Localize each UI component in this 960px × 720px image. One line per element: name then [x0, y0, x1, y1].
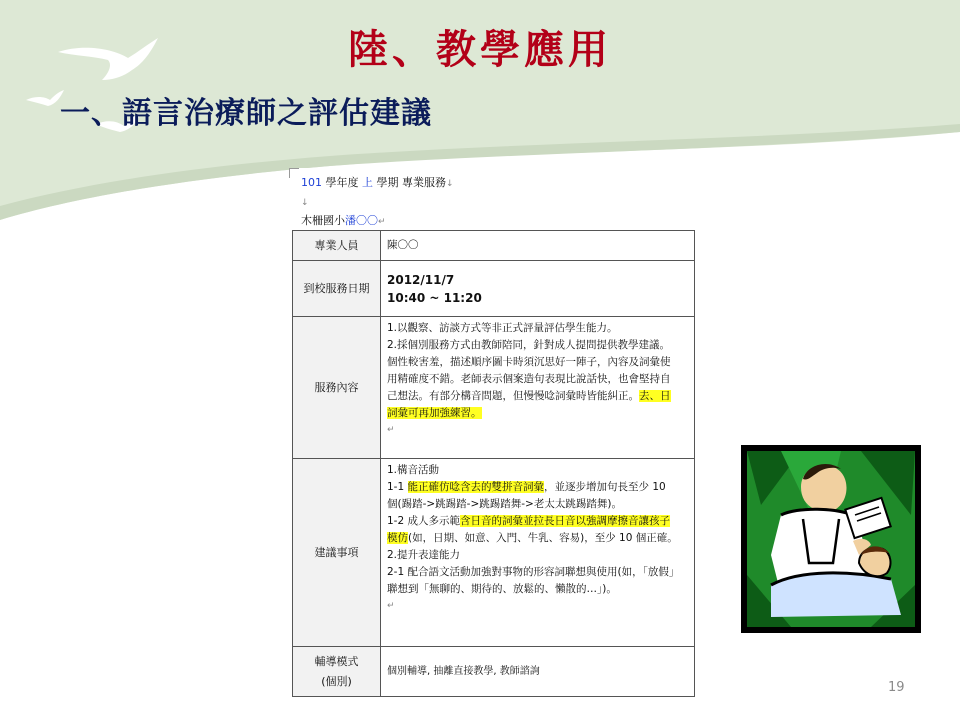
table-row: 服務內容 1.以觀察、訪談方式等非正式評量評估學生能力。 2.採個別服務方式由教師陪同，針對成人提問提供教學建議。 個性較害羞，描述順序圖卡時須沉思好一陣子，內容及詞彙使 用精確度不錯。老師表示個案造句表現比說話快，也會堅持自 己想法。有部分構音問題，但慢慢唸詞彙時皆能糾正。去、日 詞彙可再加強練習。 ↵ — [293, 317, 695, 459]
table-row: 輔導模式 (個別) 個別輔導, 抽離直接教學, 教師諮詢 — [293, 647, 695, 697]
slide-subtitle: 一、語言治療師之評估建議 — [60, 96, 432, 131]
doctor-clipart — [741, 445, 921, 633]
table-row: 建議事項 1.構音活動 1-1 能正確仿唸含去的雙拼音詞彙，並逐步增加句長至少 10 個(踢踏->跳踢踏->跳踢踏舞->老太太跳踢踏舞)。 1-2 成人多示範含日音的詞彙並拉長日音以強調摩擦音讓孩子 模仿(如，日期、如意、入門、牛乳、容易)，至少 10 個正確。 2.提升表達能力 2-1 配合語文活動加強對事物的形容詞聯想與使用(如，「放假」 聯想到「無聊的、期待的、放鬆的、懶散的…」)。 ↵ — [293, 459, 695, 647]
document-header: 101 學年度 上 學期 專業服務↓ ↓ 木柵國小潘〇〇↵ — [301, 176, 454, 227]
document-corner-mark — [289, 168, 299, 178]
service-date: 2012/11/7 — [387, 272, 455, 287]
table-row: 到校服務日期 2012/11/7 10:40 ~ 11:20 — [293, 261, 695, 317]
school-year: 101 — [301, 176, 322, 189]
service-time: 10:40 ~ 11:20 — [387, 290, 482, 305]
table-row: 專業人員 陳〇〇 — [293, 231, 695, 261]
school-name: 木柵國小 — [301, 214, 345, 227]
document-image — [289, 168, 707, 708]
slide-title: 陸、教學應用 — [348, 27, 612, 73]
student-name: 潘〇〇 — [345, 214, 378, 227]
page-number: 19 — [888, 680, 905, 695]
service-form-table — [292, 230, 695, 697]
term: 上 — [362, 176, 373, 189]
